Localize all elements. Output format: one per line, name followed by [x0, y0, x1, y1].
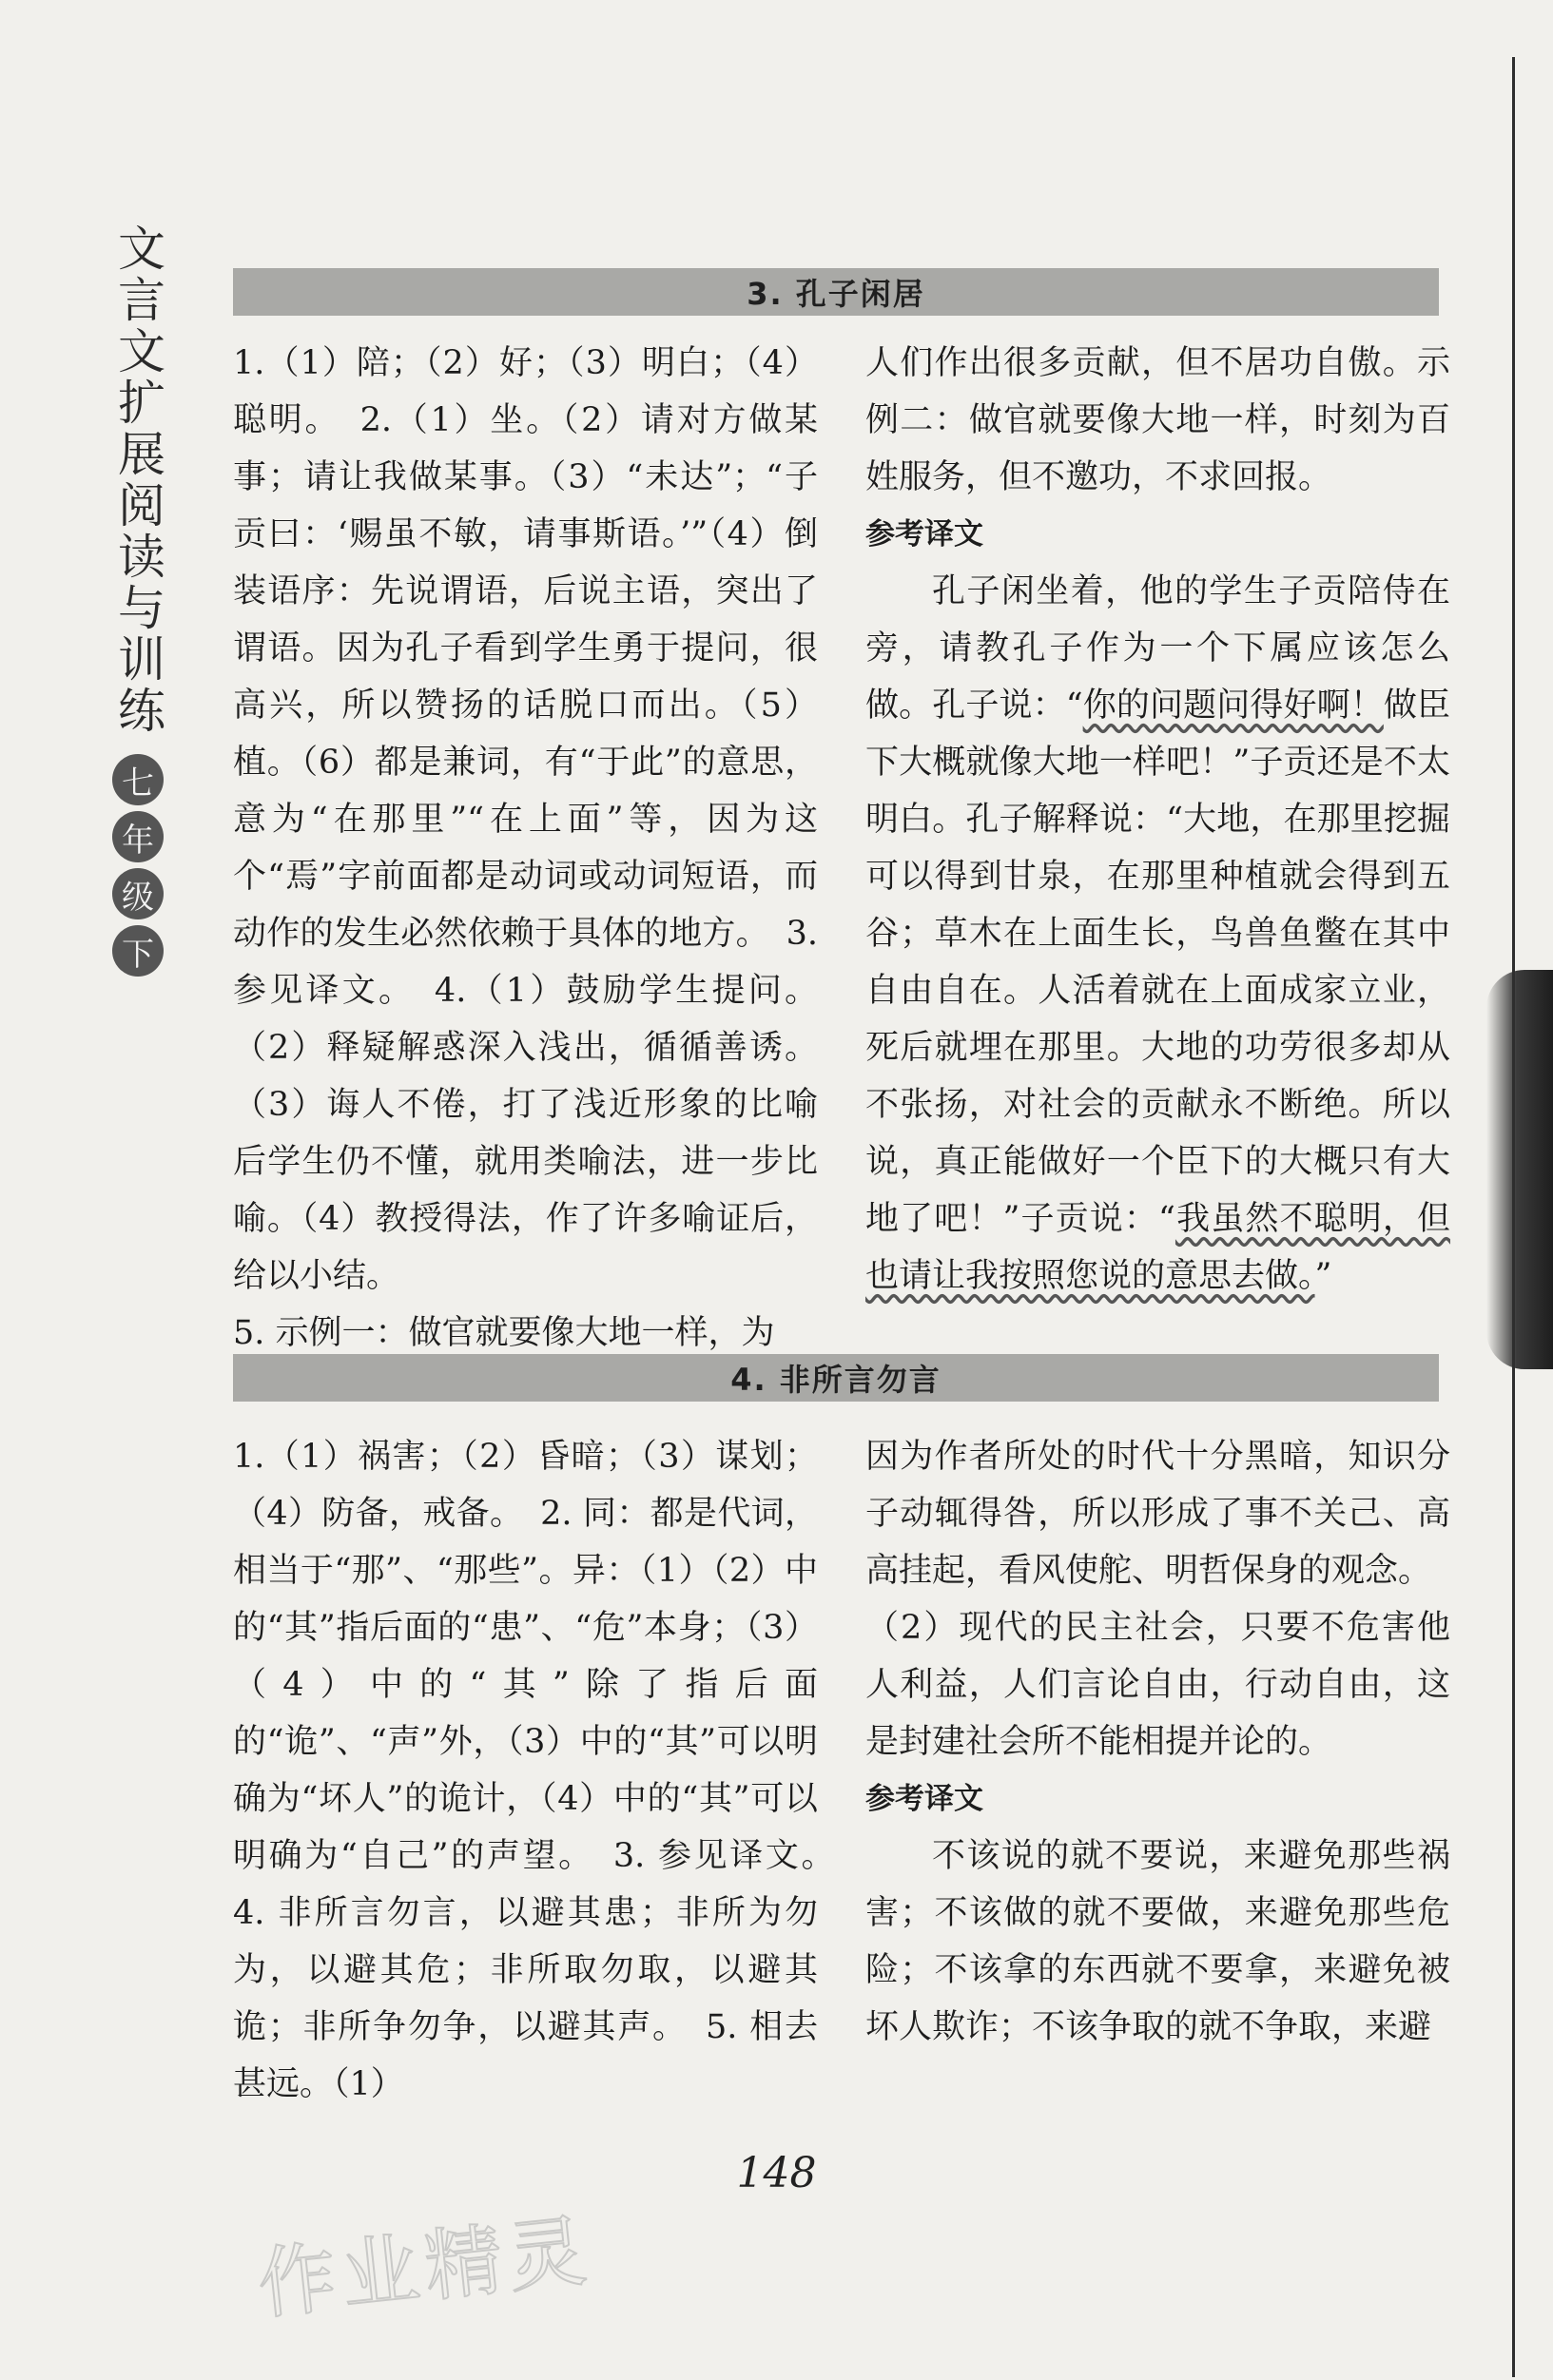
torn-edge-shadow	[1486, 970, 1553, 1369]
translation-paragraph: 不该说的就不要说，来避免那些祸害；不该做的就不要做，来避免那些危险；不该拿的东西就不要拿，来避免被坏人欺诈；不该争取的就不争取，来避	[865, 1837, 1450, 2046]
grade-char: 年	[112, 811, 164, 862]
translation-text: ”	[1314, 1257, 1332, 1295]
translation-heading: 参考译文	[865, 517, 983, 551]
side-title	[105, 223, 171, 977]
watermark-logo: 作业精灵	[253, 2205, 596, 2332]
translation-text: 做臣下大概就像大地一样吧！”子贡还是不太明白。孔子解释说：“大地，在那里挖掘可以得到甘泉，在那里种植就会得到五谷；草木在上面生长，鸟兽鱼鳖在其中自由自在。人活着就在上面成家立业，死后就埋在那里。大地的功劳很多却从不张扬，对社会的贡献永不断绝。所以说，真正能做好一个臣下的大概只有大地了吧！”子贡说：“	[865, 687, 1450, 1238]
book-title-vertical: 文言文扩展阅读与训练	[110, 223, 165, 737]
grade-char: 下	[112, 925, 164, 977]
page-number: 148	[736, 2149, 817, 2197]
section-3-left-column	[233, 335, 818, 1362]
grade-badges	[112, 754, 164, 977]
section-4-right-column	[865, 1428, 1450, 2056]
grade-char: 七	[112, 754, 164, 805]
section-3-right-column	[865, 335, 1450, 1305]
section-title-bar: 3. 孔子闲居	[233, 268, 1439, 316]
answer-paragraph: 因为作者所处的时代十分黑暗，知识分子动辄得咎，所以形成了事不关己、高高挂起，看风使舵、明哲保身的观念。	[865, 1438, 1450, 1590]
answer-paragraph: 1.（1）陪；（2）好；（3）明白；（4）聪明。 2.（1）坐。（2）请对方做某事；请让我做某事。（3）“未达”；“子贡曰：‘赐虽不敏，请事斯语。’”（4）倒装语序：先说谓语，后说主语，突出了谓语。因为孔子看到学生勇于提问，很高兴，所以赞扬的话脱口而出。（5）植。（6）都是兼词，有“于此”的意思，意为“在那里”“在上面”等，因为这个“焉”字前面都是动词或动词短语，而动作的发生必然依赖于具体的地方。 3. 参见译文。 4.（1）鼓励学生提问。（2）释疑解惑深入浅出，循循善诱。（3）诲人不倦，打了浅近形象的比喻后学生仍不懂，就用类喻法，进一步比喻。（4）教授得法，作了许多喻证后，给以小结。	[233, 344, 818, 1295]
answer-paragraph: （2）现代的民主社会，只要不危害他人利益，人们言论自由，行动自由，这是封建社会所不能相提并论的。	[865, 1609, 1450, 1761]
translation-paragraph	[865, 563, 1450, 1305]
section-4-left-column	[233, 1428, 852, 2113]
grade-char: 级	[112, 868, 164, 919]
page-edge-line	[1512, 57, 1515, 2377]
answer-paragraph: 1.（1）祸害；（2）昏暗；（3）谋划；（4）防备，戒备。 2. 同：都是代词，相当于“那”、“那些”。异：（1）（2）中的“其”指后面的“患”、“危”本身；（3）（4）中的“其”除了指后面的“诡”、“声”外，（3）中的“其”可以明确为“坏人”的诡计，（4）中的“其”可以明确为“自己”的声望。 3. 参见译文。 4. 非所言勿言，以避其患；非所为勿为，以避其危；非所取勿取，以避其诡；非所争勿争，以避其声。 5. 相去甚远。（1）	[233, 1438, 852, 2103]
answer-paragraph: 5. 示例一：做官就要像大地一样，为	[233, 1314, 775, 1352]
section-title-bar: 4. 非所言勿言	[233, 1354, 1439, 1402]
answer-paragraph: 人们作出很多贡献，但不居功自傲。示例二：做官就要像大地一样，时刻为百姓服务，但不邀功，不求回报。	[865, 344, 1450, 496]
translation-heading: 参考译文	[865, 1782, 983, 1816]
wavy-underlined-text: 你的问题问得好啊！	[1082, 687, 1384, 725]
wavy-underlined-text: 我虽然不聪明，但也请让我按照您说的意思去做。	[865, 1200, 1450, 1295]
translation-text: 孔子闲坐着，他的学生子贡陪侍在旁，请教孔子作为一个下属应该怎么做。孔子说：“	[865, 572, 1450, 725]
